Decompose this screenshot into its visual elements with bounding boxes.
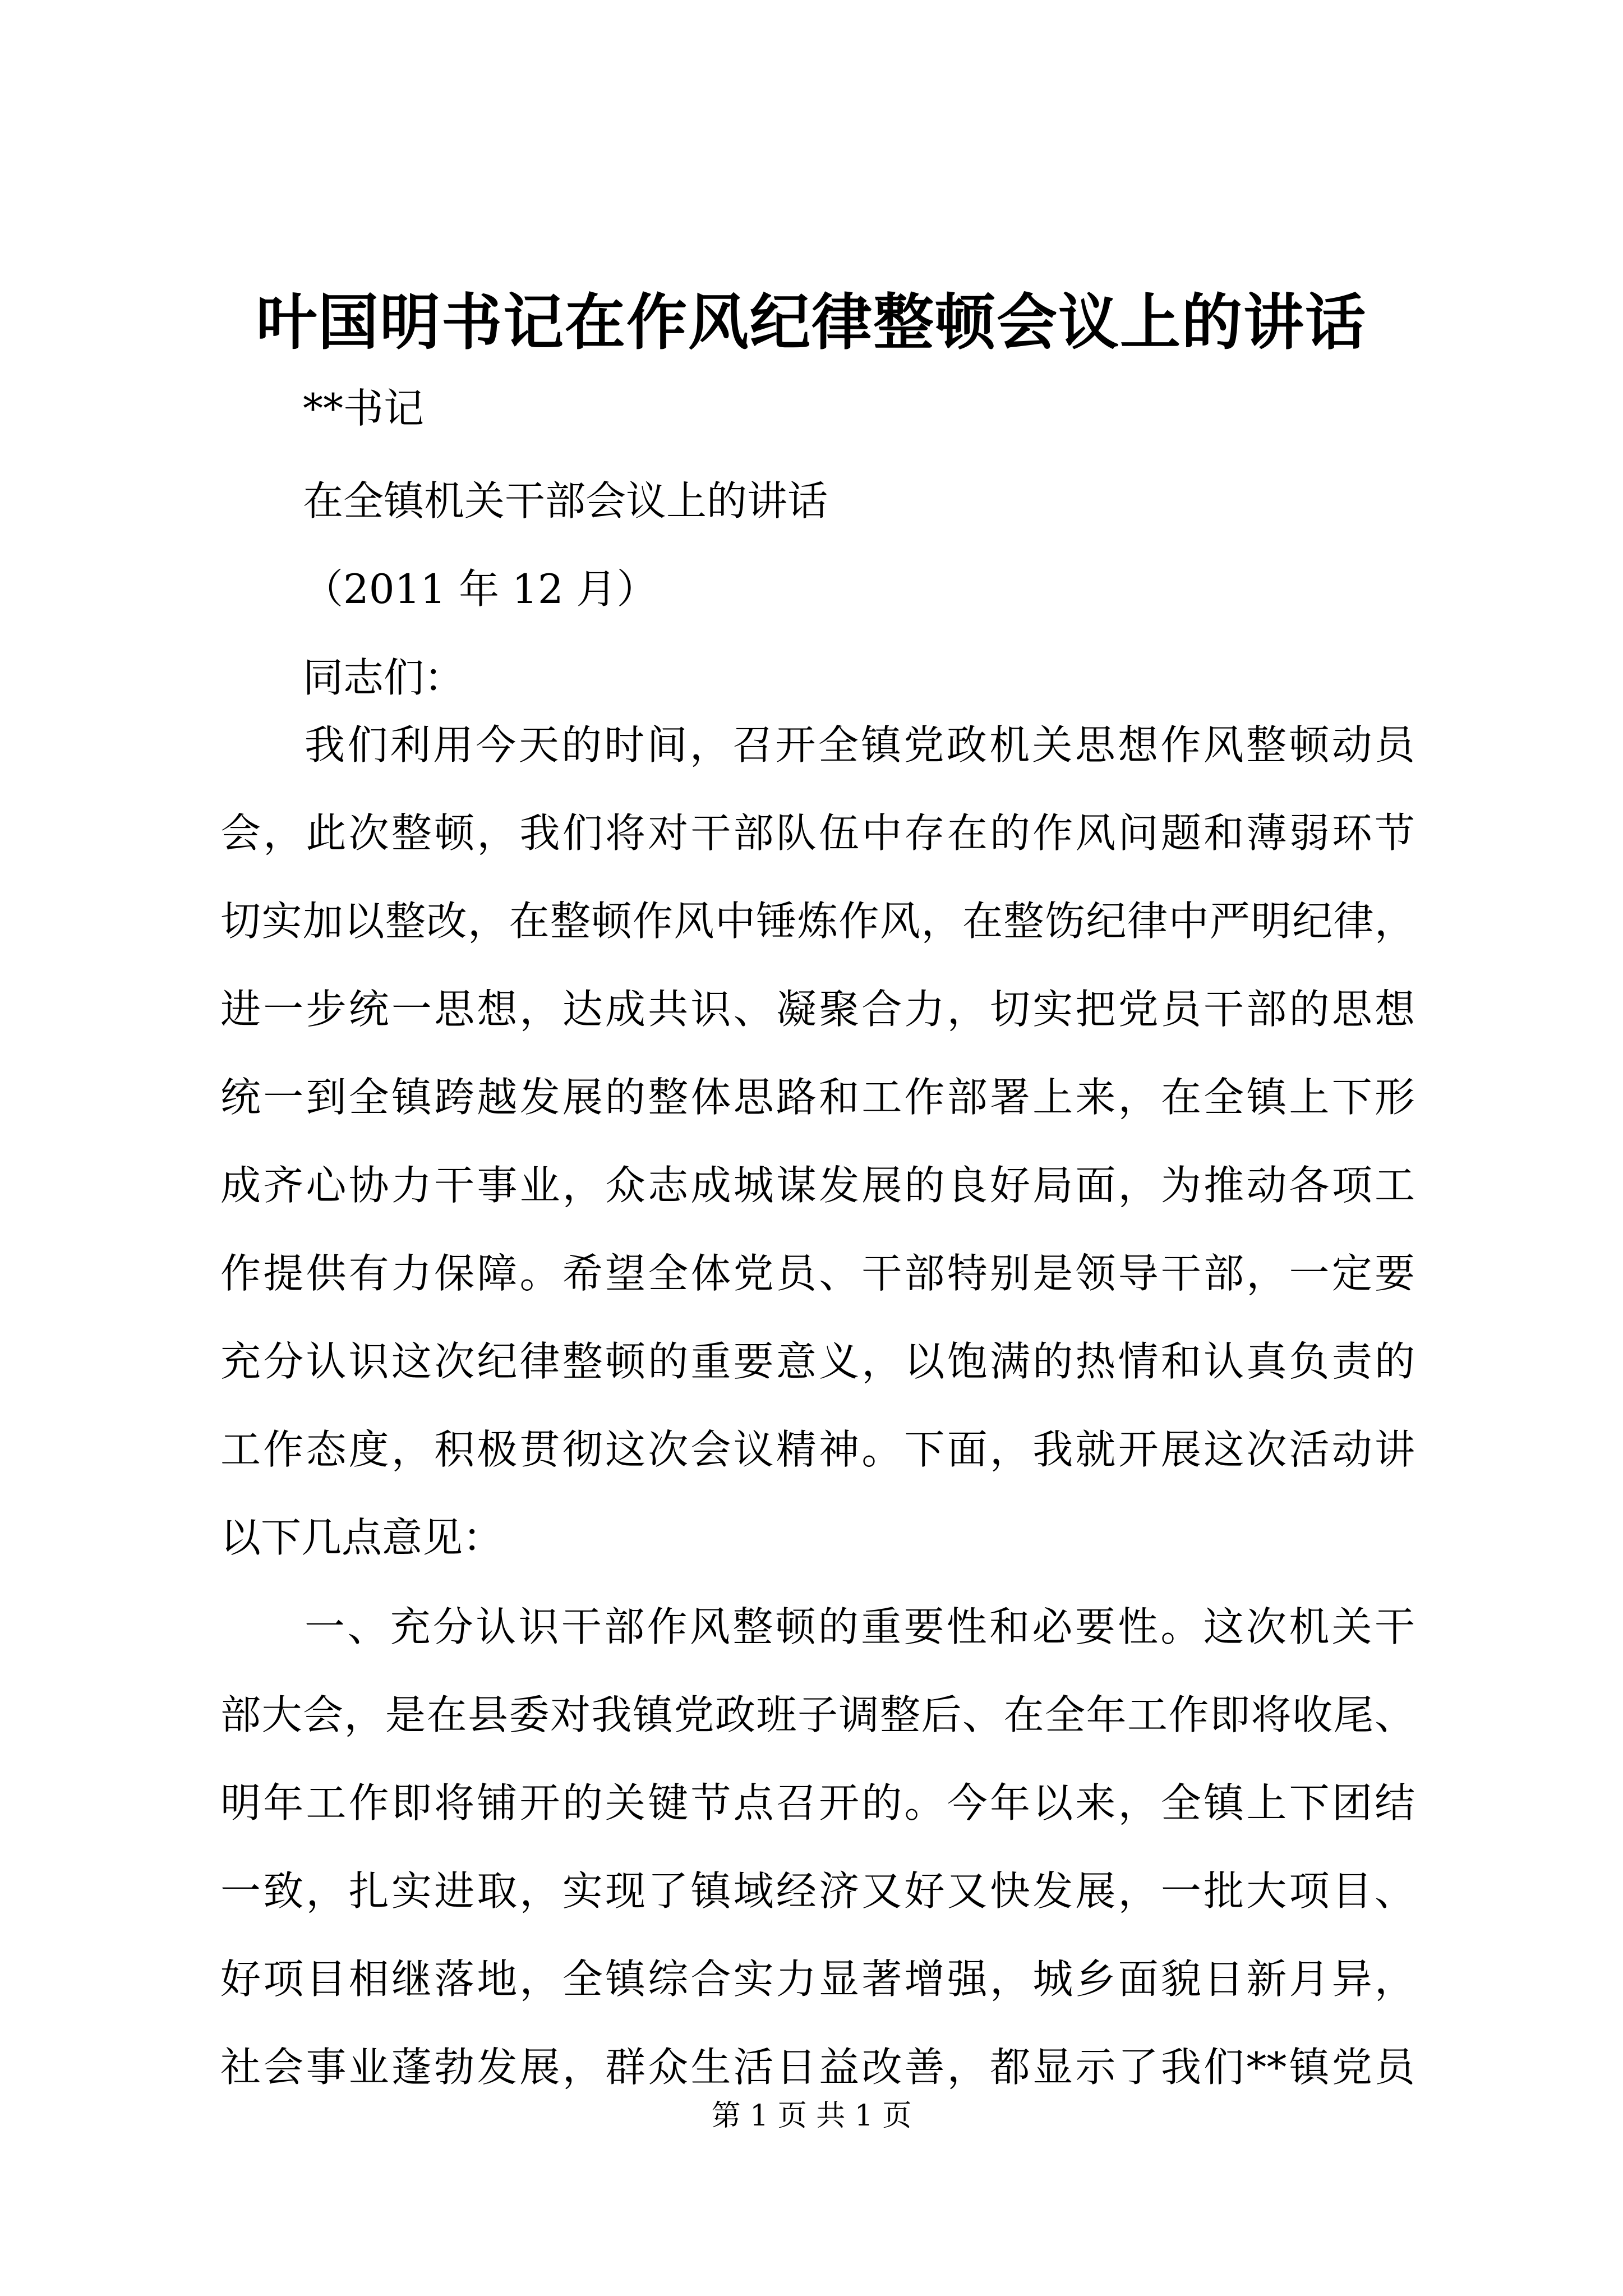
document-title: 叶国明书记在作风纪律整顿会议上的讲话: [256, 287, 1367, 358]
paragraph-line: 工作态度，积极贯彻这次会议精神。下面，我就开展这次活动讲: [220, 1426, 1415, 1473]
paragraph-line: 成齐心协力干事业，众志成城谋发展的良好局面，为推动各项工: [220, 1162, 1415, 1209]
salutation: 同志们：: [303, 654, 465, 701]
paragraph-line: 进一步统一思想，达成共识、凝聚合力，切实把党员干部的思想: [220, 986, 1415, 1033]
paragraph-line: 切实加以整改，在整顿作风中锤炼作风，在整饬纪律中严明纪律，: [220, 898, 1415, 945]
paragraph-line: 作提供有力保障。希望全体党员、干部特别是领导干部，一定要: [220, 1250, 1415, 1297]
date-line: （2011 年 12 月）: [303, 565, 657, 613]
paragraph-line: 以下几点意见：: [220, 1514, 504, 1561]
subtitle-line: 在全镇机关干部会议上的讲话: [303, 477, 828, 524]
author-line: **书记: [303, 385, 425, 432]
paragraph-line: 好项目相继落地，全镇综合实力显著增强，城乡面貌日新月异，: [220, 1955, 1415, 2003]
paragraph-line: 我们利用今天的时间，召开全镇党政机关思想作风整顿动员: [305, 721, 1415, 769]
paragraph-line: 统一到全镇跨越发展的整体思路和工作部署上来，在全镇上下形: [220, 1074, 1415, 1121]
paragraph-line: 一致，扎实进取，实现了镇域经济又好又快发展，一批大项目、: [220, 1867, 1415, 1915]
paragraph-line: 充分认识这次纪律整顿的重要意义，以饱满的热情和认真负责的: [220, 1338, 1415, 1385]
paragraph-line: 会，此次整顿，我们将对干部队伍中存在的作风问题和薄弱环节: [220, 809, 1415, 857]
paragraph-line: 一、充分认识干部作风整顿的重要性和必要性。这次机关干: [305, 1603, 1415, 1650]
paragraph-line: 部大会，是在县委对我镇党政班子调整后、在全年工作即将收尾、: [220, 1691, 1415, 1738]
paragraph-line: 社会事业蓬勃发展，群众生活日益改善，都显示了我们**镇党员: [220, 2044, 1415, 2091]
page-footer: 第 1 页 共 1 页: [711, 2099, 912, 2133]
paragraph-2: [220, 1583, 1415, 2111]
paragraph-line: 明年工作即将铺开的关键节点召开的。今年以来，全镇上下团结: [220, 1779, 1415, 1826]
paragraph-1: [220, 701, 1415, 1582]
